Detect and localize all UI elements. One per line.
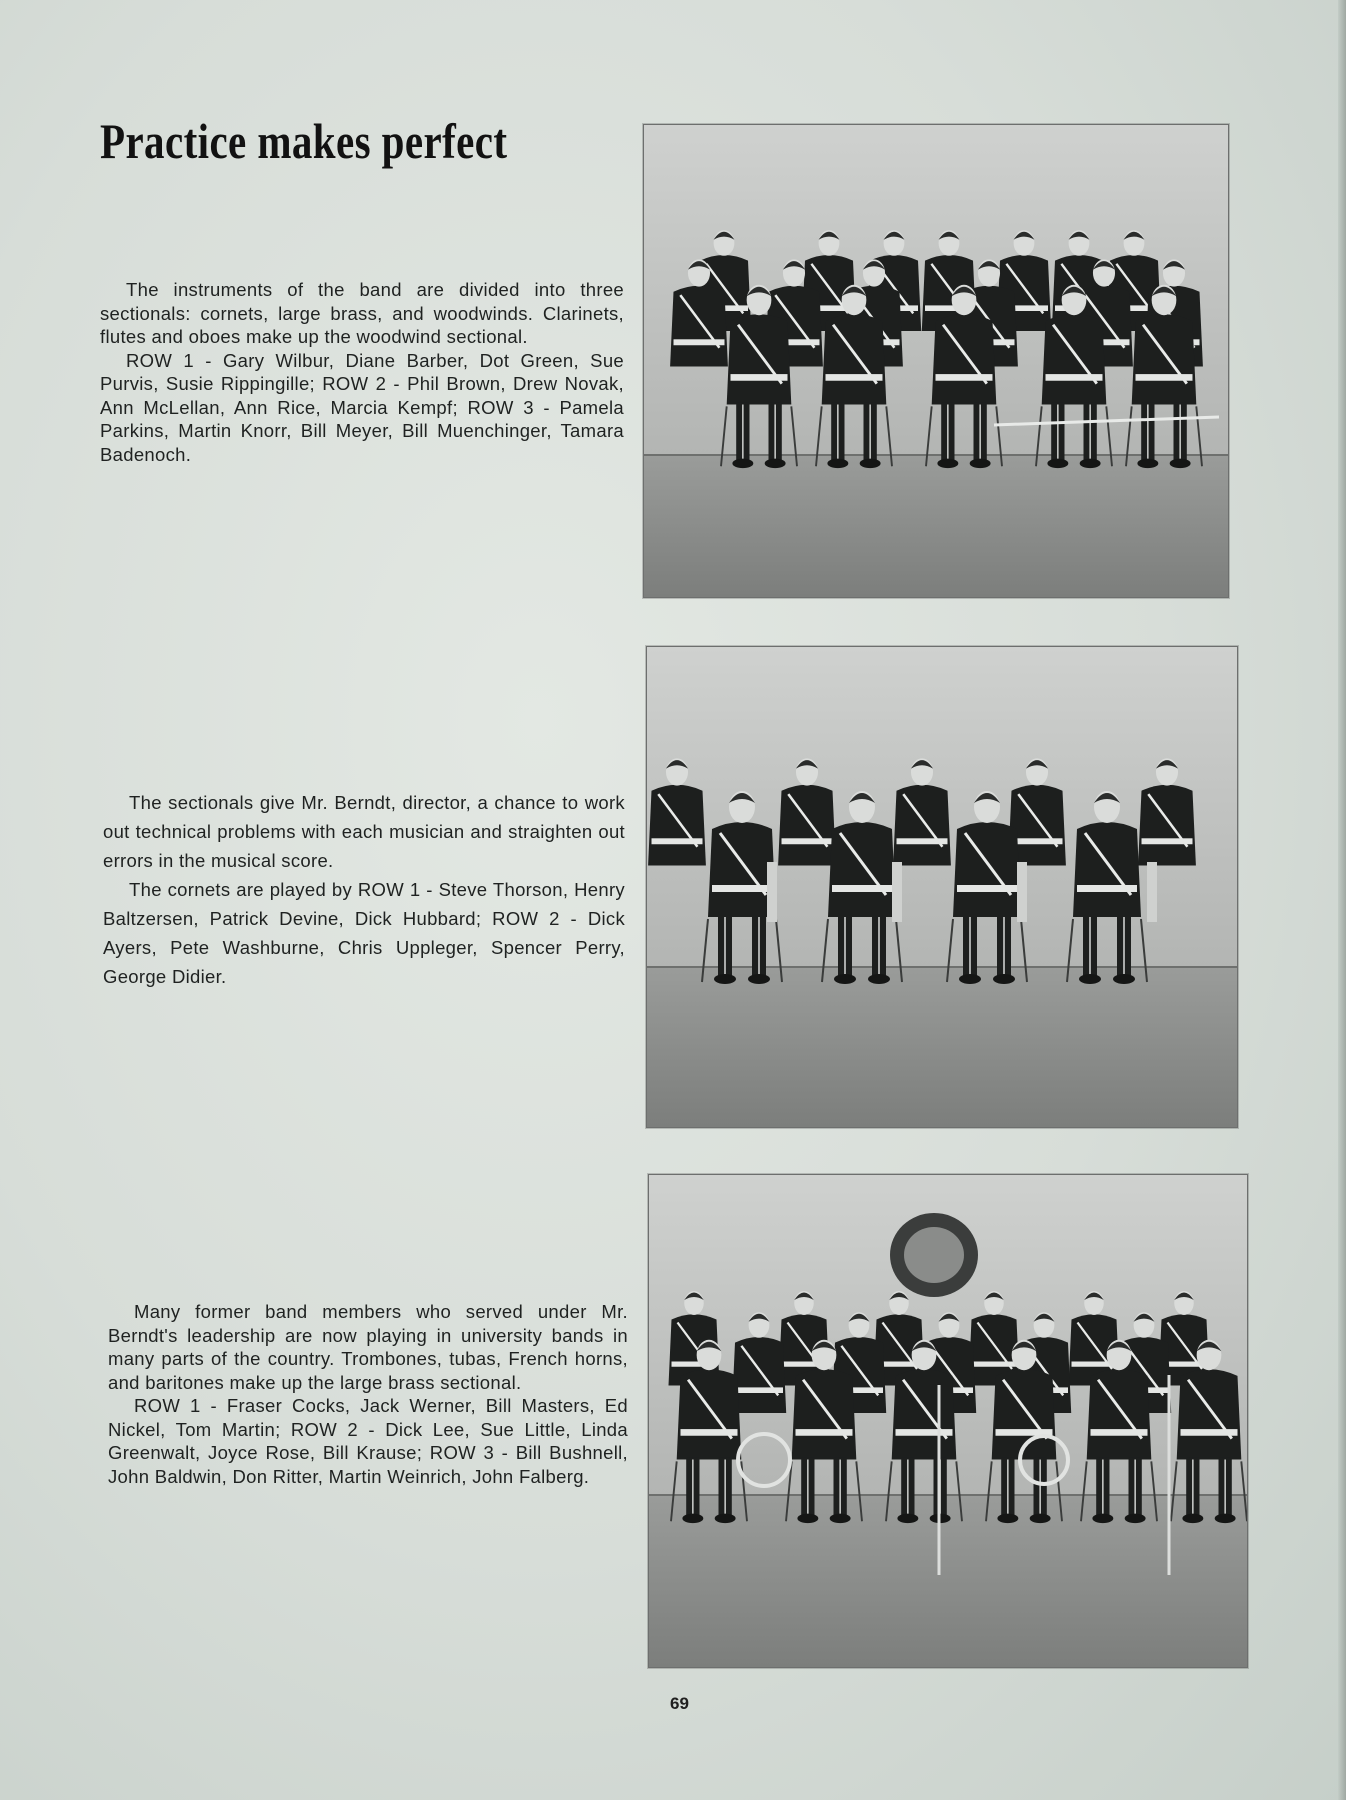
woodwind-sectional-photo [643,124,1229,598]
page-edge [1338,0,1346,1800]
caption-names-paragraph: The cornets are played by ROW 1 - Steve Thorson, Henry Baltzersen, Patrick Devine, Dick Hubbard; ROW 2 - Dick Ayers, Pete Washburne, Chris Uppleger, Spencer Perry, George Didier. [103,879,625,987]
cornet-group-photo-image [647,647,1237,1127]
page-number: 69 [670,1694,689,1713]
cornet-caption [103,788,625,991]
large-brass-sectional-photo [648,1174,1248,1668]
large-brass-group-photo-image [649,1175,1247,1667]
caption-paragraph: The instruments of the band are divided into three sectionals: cornets, large brass, and woodwinds. Clarinets, flutes and oboes make up the woodwind sectional. [100,279,624,347]
caption-names-paragraph: ROW 1 - Fraser Cocks, Jack Werner, Bill Masters, Ed Nickel, Tom Martin; ROW 2 - Dick Lee, Sue Little, Linda Greenwalt, Joyce Rose, Bill Krause; ROW 3 - Bill Bushnell, John Baldwin, Don Ritter, Martin Weinrich, John Falberg. [108,1395,628,1487]
caption-names-paragraph: ROW 1 - Gary Wilbur, Diane Barber, Dot Green, Sue Purvis, Susie Rippingille; ROW 2 - Phil Brown, Drew Novak, Ann McLellan, Ann Rice, Marcia Kempf; ROW 3 - Pamela Parkins, Martin Knorr, Bill Meyer, Bill Muenchinger, Tamara Badenoch. [100,349,624,465]
page-title: Practice makes perfect [100,113,508,169]
woodwind-group-photo-image [644,125,1228,597]
large-brass-caption [108,1300,628,1488]
cornet-sectional-photo [646,646,1238,1128]
caption-paragraph: Many former band members who served under Mr. Berndt's leadership are now playing in university bands in many parts of the country. Trombones, tubas, French horns, and baritones make up the large brass sectional. [108,1301,628,1393]
woodwind-caption [100,278,624,466]
caption-paragraph: The sectionals give Mr. Berndt, director, a chance to work out technical problems with each musician and straighten out errors in the musical score. [103,792,625,871]
